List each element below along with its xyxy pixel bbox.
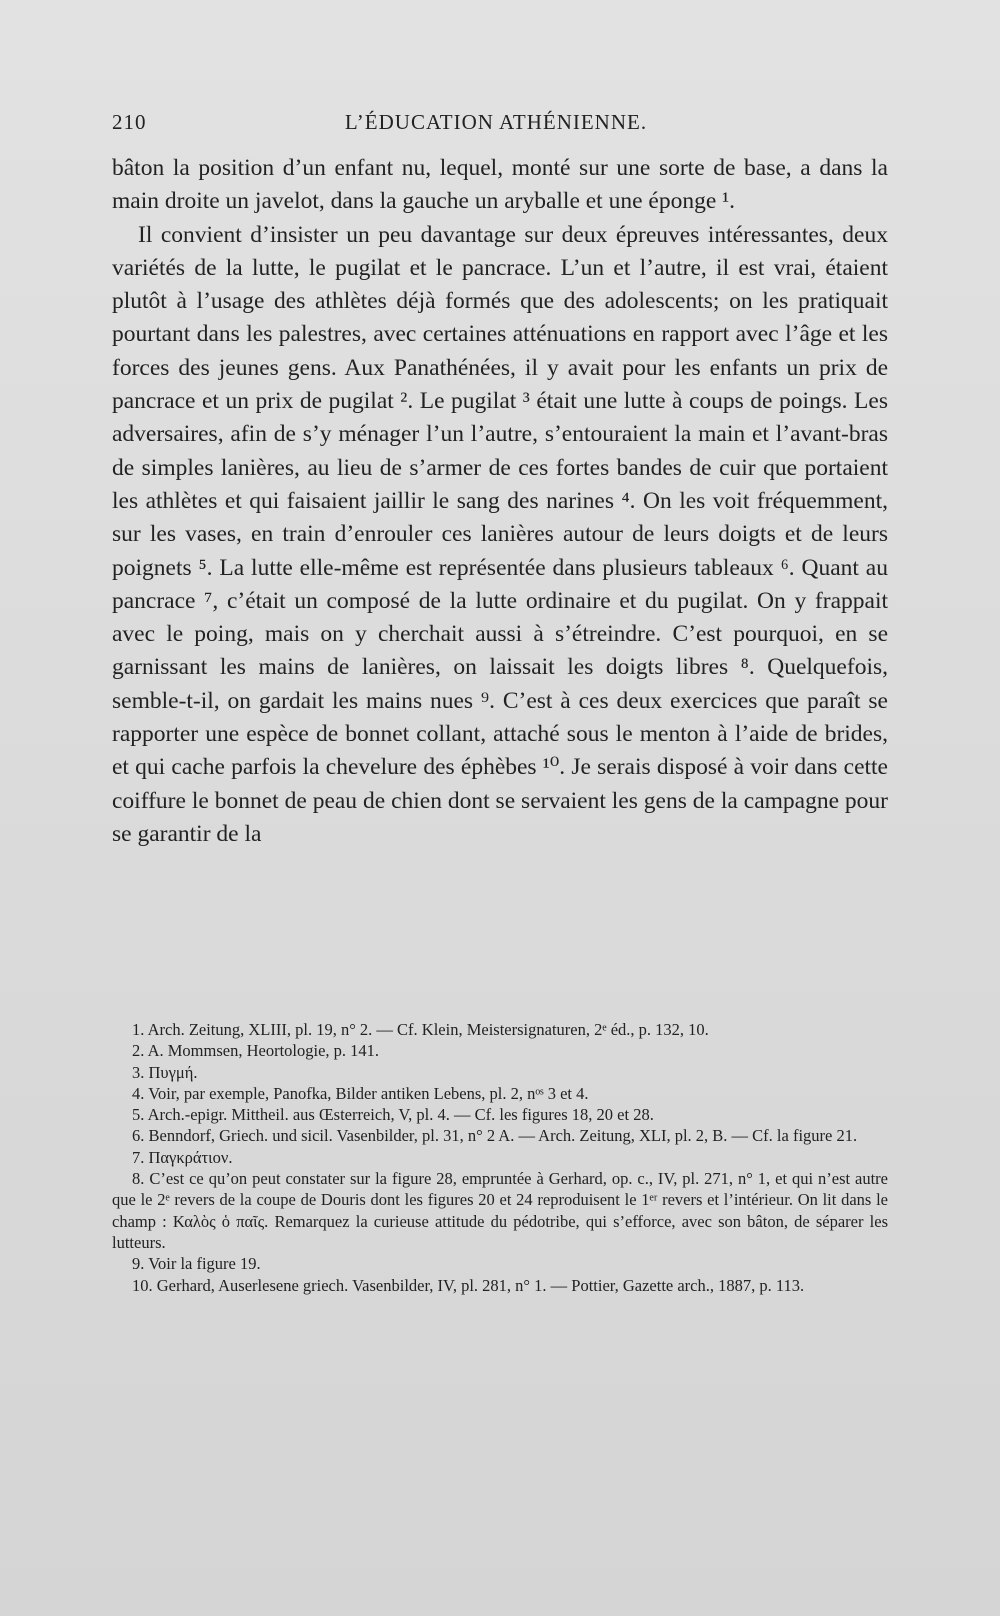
footnotes — [112, 1019, 888, 1296]
footnote: 7. Παγκράτιον. — [132, 1147, 233, 1167]
main-text — [112, 152, 888, 851]
footnote: 6. Benndorf, Griech. und sicil. Vasenbilder, pl. 31, n° 2 A. — Arch. Zeitung, XLI, pl. 2, B. — Cf. la figure 21. — [132, 1126, 858, 1146]
footnote: 10. Gerhard, Auserlesene griech. Vasenbilder, IV, pl. 281, n° 1. — Pottier, Gazette arch., 1887, p. 113. — [132, 1275, 805, 1295]
footnote: 8. C’est ce qu’on peut constater sur la figure 28, empruntée à Gerhard, op. c., IV, pl. 271, n° 1, et qui n’est autre que le 2ᵉ revers de la coupe de Douris dont les figures 20 et 24 reproduisent le 1ᵉʳ revers et l’intérieur. On lit dans le champ : Καλὸς ὁ παῖς. Remarquez la curieuse attitude du pédotribe, qui s’efforce, avec son bâton, de séparer les lutteurs. — [112, 1169, 888, 1252]
footnote: 5. Arch.-epigr. Mittheil. aus Œsterreich, V, pl. 4. — Cf. les figures 18, 20 et 28. — [132, 1105, 654, 1125]
footnote: 4. Voir, par exemple, Panofka, Bilder antiken Lebens, pl. 2, nᵒˢ 3 et 4. — [132, 1083, 589, 1103]
footnote: 3. Πυγμή. — [132, 1062, 198, 1082]
paragraph: bâton la position d’un enfant nu, lequel, monté sur une sorte de base, a dans la main droite un javelot, dans la gauche un aryballe et une éponge ¹. — [112, 155, 888, 215]
page-number: 210 — [112, 110, 147, 134]
footnote: 1. Arch. Zeitung, XLIII, pl. 19, n° 2. — Cf. Klein, Meistersignaturen, 2ᵉ éd., p. 132, 10. — [132, 1020, 709, 1039]
running-title: L’ÉDUCATION ATHÉNIENNE. — [344, 110, 648, 134]
footnote: 9. Voir la figure 19. — [132, 1254, 261, 1274]
footnote: 2. A. Mommsen, Heortologie, p. 141. — [132, 1041, 380, 1061]
paragraph: Il convient d’insister un peu davantage sur deux épreuves intéressantes, deux variétés de la lutte, le pugilat et le pancrace. L’un et l’autre, il est vrai, étaient plutôt à l’usage des athlètes déjà formés que des adolescents; on les pratiquait pourtant dans les palestres, avec certaines atténuations en rapport avec l’âge et les forces des jeunes gens. Aux Panathénées, il y avait pour les enfants un prix de pancrace et un prix de pugilat ². Le pugilat ³ était une lutte à coups de poings. Les adversaires, afin de s’y ménager l’un l’autre, s’entouraient la main et l’avant-bras de simples lanières, au lieu de s’armer de ces fortes bandes de cuir que portaient les athlètes et qui faisaient jaillir le sang des narines ⁴. On les voit fréquemment, sur les vases, en train d’enrouler ces lanières autour de leurs doigts et de leurs poignets ⁵. La lutte elle-même est représentée dans plusieurs tableaux ⁶. Quant au pancrace ⁷, c’était un composé de la lutte ordinaire et du pugilat. On y frappait avec le poing, mais on y cherchait aussi à s’étreindre. C’est pourquoi, en se garnissant les mains de lanières, on laissait les doigts libres ⁸. Quelquefois, semble-t-il, on gardait les mains nues ⁹. C’est à ces deux exercices que paraît se rapporter une espèce de bonnet collant, attaché sous le menton à l’aide de brides, et qui cache parfois la chevelure des éphèbes ¹⁰. Je serais disposé à voir dans cette coiffure le bonnet de peau de chien dont se servaient les gens de la campagne pour se garantir de la — [112, 221, 888, 847]
